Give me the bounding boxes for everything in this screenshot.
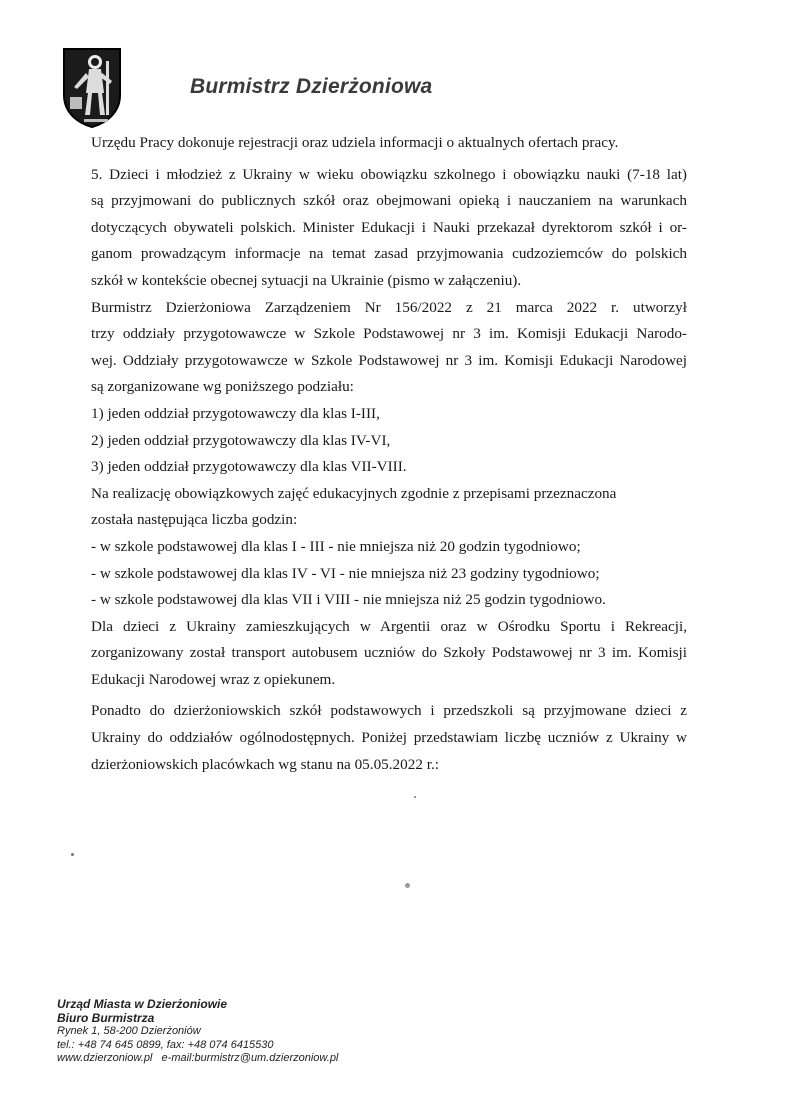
scan-speck [405,883,410,888]
body-line: Ponadto do dzierżoniowskich szkół podstawowych i przedszkoli są przyjmowane dzieci z [91,702,687,720]
header-title: Burmistrz Dzierżoniowa [190,75,433,98]
body-line: 5. Dzieci i młodzież z Ukrainy w wieku obowiązku szkolnego i obowiązku nauki (7-18 lat) [91,165,687,183]
body-line: - w szkole podstawowej dla klas IV - VI - nie mniejsza niż 23 godziny tygodniowo; [91,564,600,582]
body-line: - w szkole podstawowej dla klas I - III - nie mniejsza niż 20 godzin tygodniowo; [91,537,581,555]
body-line: Ukrainy do oddziałów ogólnodostępnych. Poniżej przedstawiam liczbę uczniów z Ukrainy w [91,729,687,747]
letter-body [91,130,687,778]
scan-speck [414,796,416,798]
body-line: 2) jeden oddział przygotowawczy dla klas IV-VI, [91,431,391,449]
body-line: 1) jeden oddział przygotowawczy dla klas I-III, [91,404,380,422]
body-line: Dla dzieci z Ukrainy zamieszkujących w Argentii oraz w Ośrodku Sportu i Rekreacji, [91,617,687,635]
footer-email-link[interactable]: e-mail:burmistrz@um.dzierzoniow.pl [161,1052,339,1065]
body-line: są przyjmowani do publicznych szkół oraz obejmowani opieką i nauczaniem na warunkach [91,192,687,210]
body-line: - w szkole podstawowej dla klas VII i VIII - nie mniejsza niż 25 godzin tygodniowo. [91,591,606,609]
body-line: dotyczących obywateli polskich. Minister Edukacji i Nauki przekazał dyrektorom szkół i or- [91,218,687,236]
body-line: Urzędu Pracy dokonuje rejestracji oraz udziela informacji o aktualnych ofertach pracy. [91,134,619,151]
footer-contact [57,1052,338,1066]
coat-of-arms-icon [62,47,122,129]
body-line: ganom prowadzącym informacje na temat zasad przyjmowania cudzoziemców do polskich [91,245,687,263]
letterhead-footer [57,998,338,1066]
body-line: 3) jeden oddział przygotowawczy dla klas VII-VIII. [91,458,407,476]
footer-web-link[interactable]: www.dzierzoniow.pl [57,1052,153,1065]
body-line: trzy oddziały przygotowawcze w Szkole Podstawowej nr 3 im. Komisji Edukacji Narodo- [91,325,687,343]
body-line: została następująca liczba godzin: [91,511,298,529]
body-line: dzierżoniowskich placówkach wg stanu na 05.05.2022 r.: [91,755,439,773]
body-line: Edukacji Narodowej wraz z opiekunem. [91,670,336,688]
body-line: Na realizację obowiązkowych zajęć edukacyjnych zgodnie z przepisami przeznaczona [91,484,617,502]
footer-address: Rynek 1, 58-200 Dzierżoniów [57,1025,201,1038]
body-line: szkół w kontekście obecnej sytuacji na Ukrainie (pismo w załączeniu). [91,271,522,289]
body-line: są zorganizowane wg poniższego podziału: [91,378,354,396]
scan-speck [71,853,74,856]
footer-phone: tel.: +48 74 645 0899, fax: +48 074 6415530 [57,1038,274,1051]
body-line: wej. Oddziały przygotowawcze w Szkole Podstawowej nr 3 im. Komisji Edukacji Narodowej [91,351,687,369]
body-line: zorganizowany został transport autobusem uczniów do Szkoły Podstawowej nr 3 im. Komisji [91,644,687,662]
footer-bureau: Biuro Burmistrza [57,1010,155,1025]
footer-office: Urząd Miasta w Dzierżoniowie [57,997,228,1011]
body-line: Burmistrz Dzierżoniowa Zarządzeniem Nr 156/2022 z 21 marca 2022 r. utworzył [91,298,687,316]
